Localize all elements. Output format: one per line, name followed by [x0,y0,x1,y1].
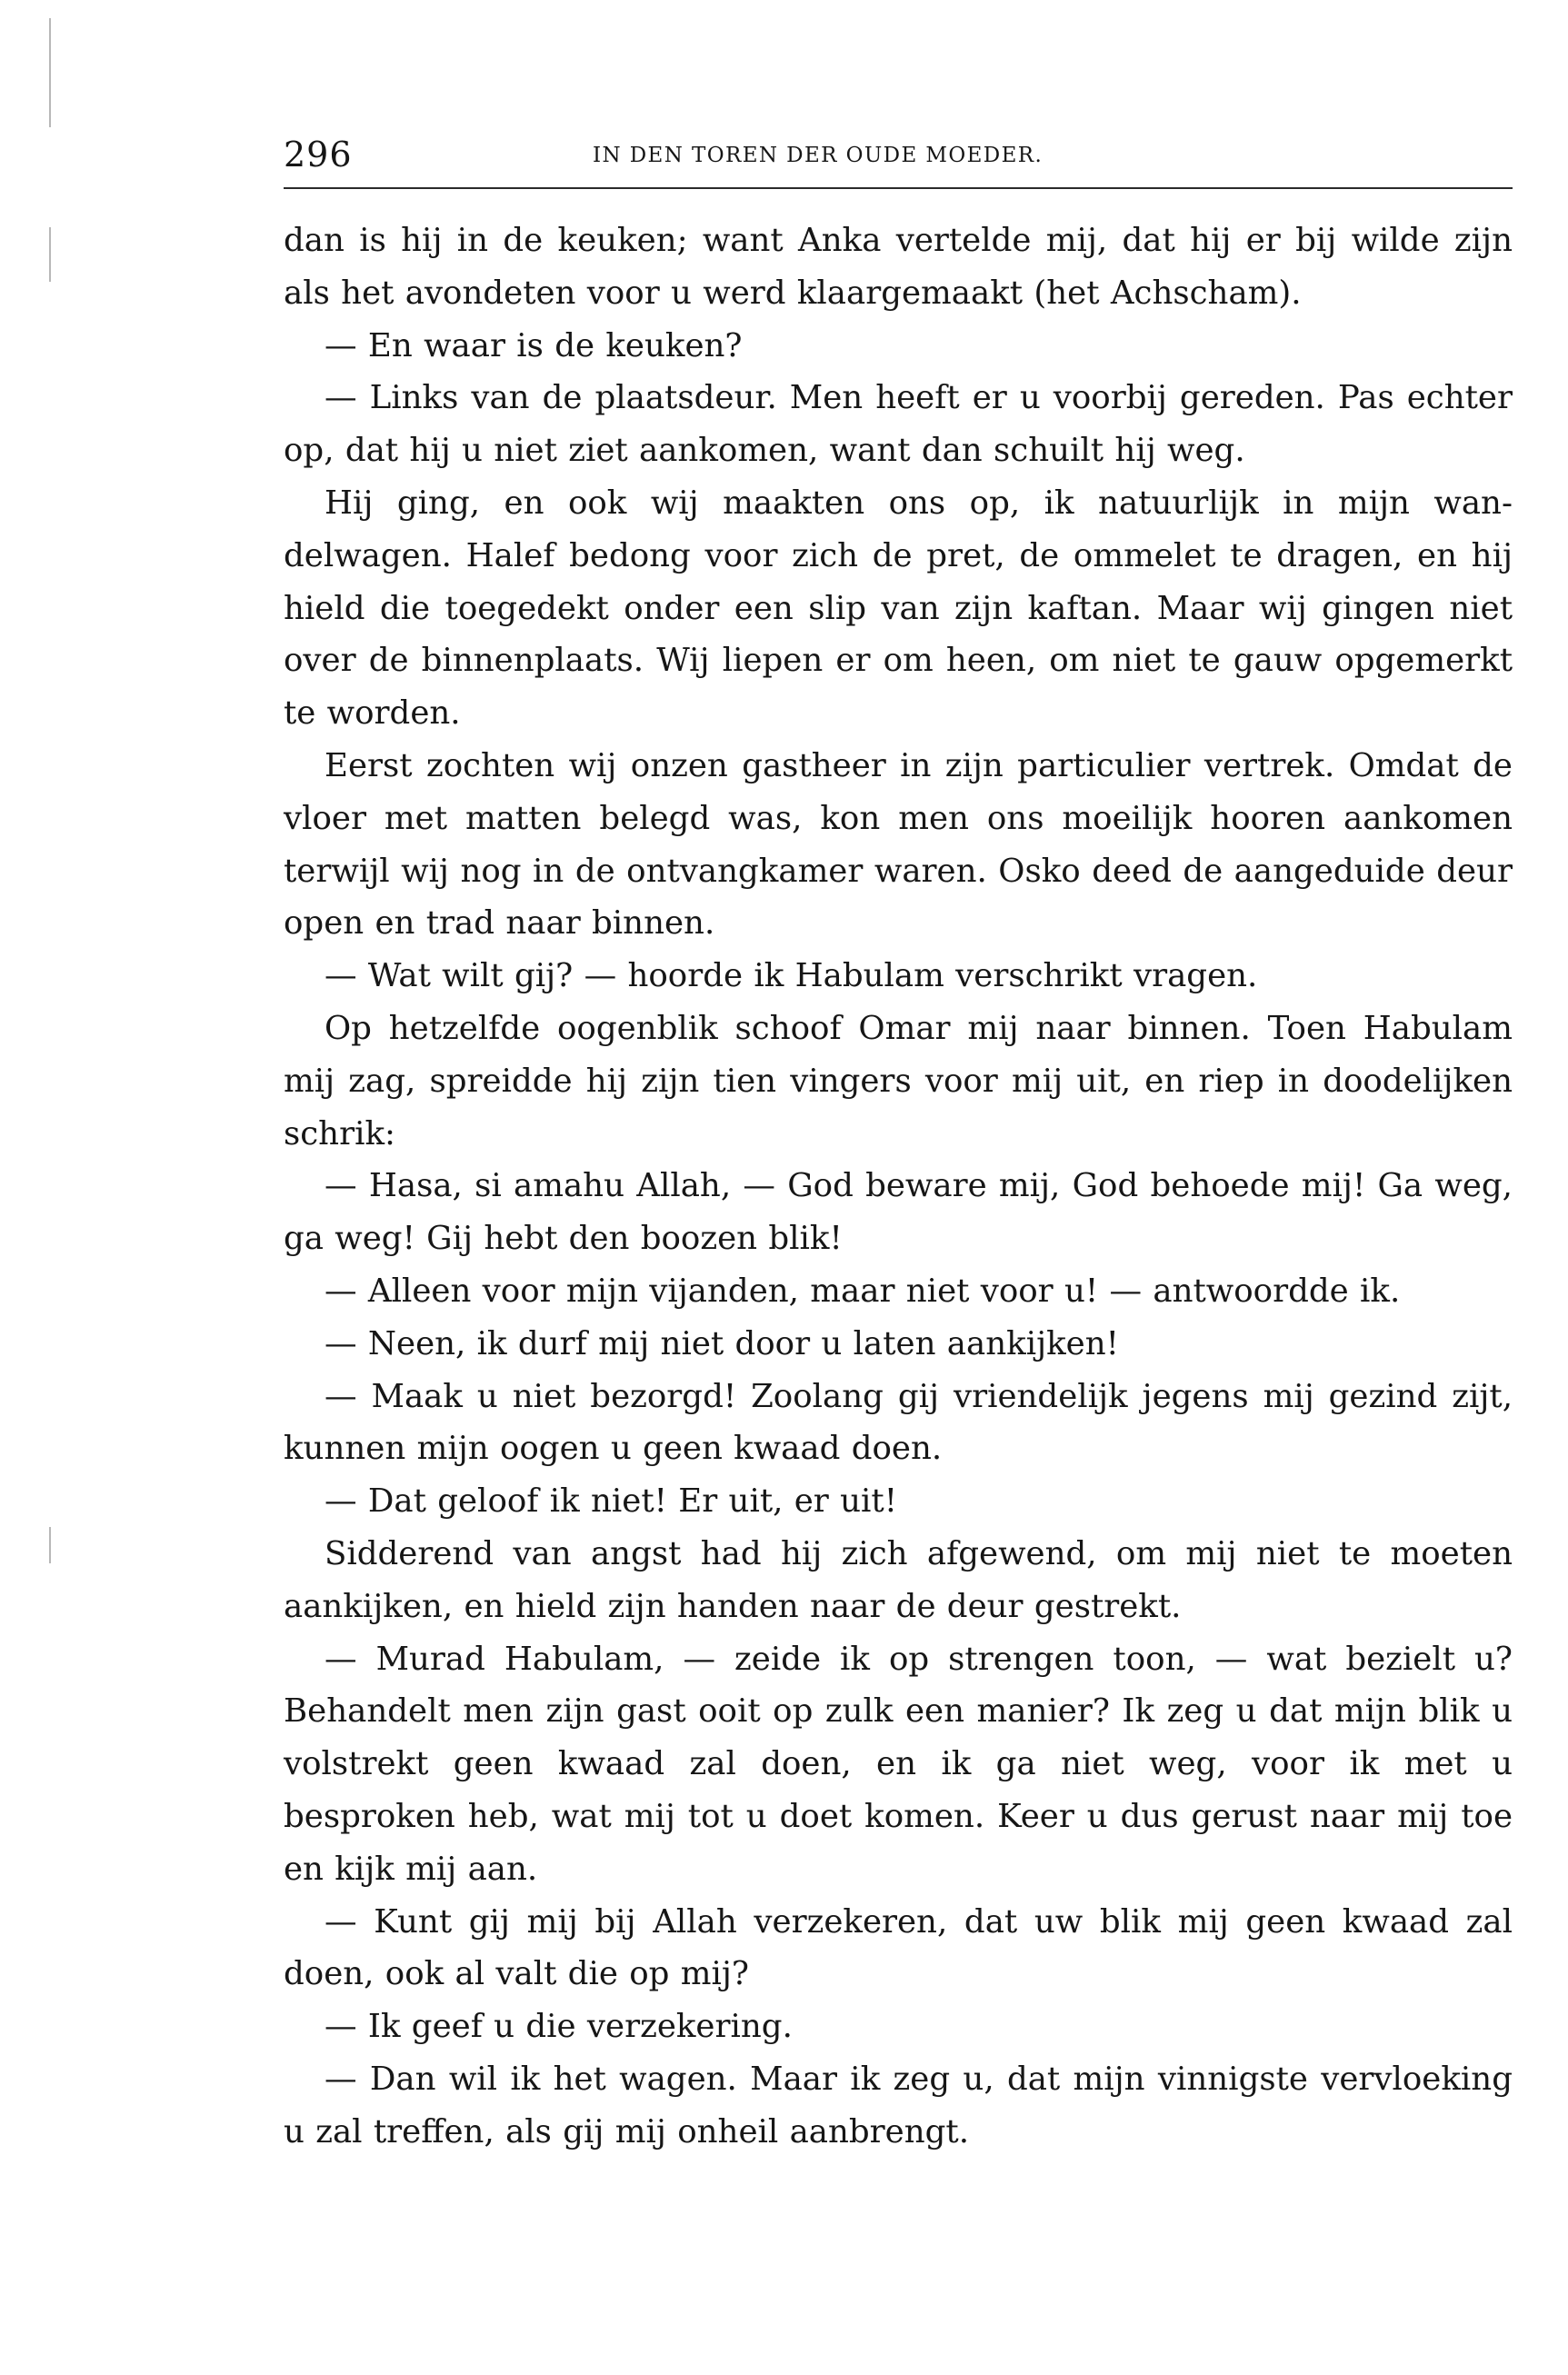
scan-edge-mark [49,227,51,282]
header-rule [284,187,1513,189]
running-title: IN DEN TOREN DER OUDE MOEDER. [593,144,1044,167]
paragraph: — Neen, ik durf mij niet door u laten aankijken! [325,1324,1119,1362]
paragraph: — Kunt gij mij bij Allah verzekeren, dat uw blik mij geen kwaad zal doen, ook al valt die op mij? [284,1902,1513,1993]
paragraph: dan is hij in de keuken; want Anka vertelde mij, dat hij er bij wilde zijn als het avondeten voor u werd klaargemaakt (het Achscham). [284,222,1513,312]
body-text [284,215,1513,2158]
page-number: 296 [284,135,353,175]
paragraph: — Dan wil ik het wagen. Maar ik zeg u, dat mijn vinnigste vervloeking u zal treffen, als gij mij onheil aanbrengt. [284,2060,1513,2150]
paragraph: — Dat geloof ik niet! Er uit, er uit! [325,1482,898,1521]
paragraph: — Maak u niet bezorgd! Zoolang gij vriendelijk jegens mij gezind zijt, kunnen mijn oogen u geen kwaad doen. [284,1377,1513,1468]
paragraph: Op hetzelfde oogenblik schoof Omar mij naar binnen. Toen Habulam mij zag, spreidde hij zijn tien vingers voor mij uit, en riep in doodelijken schrik: [284,1009,1513,1153]
running-head [284,135,1513,176]
scan-edge-mark [49,18,51,127]
paragraph: — Murad Habulam, — zeide ik op strengen toon, — wat bezielt u? Behandelt men zijn gast ooit op zulk een manier? Ik zeg u dat mijn blik u volstrekt geen kwaad zal doen, en ik ga niet weg, voor ik met u besproken heb, wat mij tot u doet komen. Keer u dus gerust naar mij toe en kijk mij aan. [284,1640,1513,1888]
paragraph: Sidderend van angst had hij zich afgewend, om mij niet te moeten aankijken, en hield zijn handen naar de deur gestrekt. [284,1534,1513,1625]
paragraph: — Hasa, si amahu Allah, — God beware mij, God behoede mij! Ga weg, ga weg! Gij hebt den boozen blik! [284,1167,1513,1258]
paragraph: — Wat wilt gij? — hoorde ik Habulam verschrikt vragen. [325,957,1258,995]
paragraph: — Ik geef u die verzekering. [325,2008,793,2046]
paragraph: — Links van de plaatsdeur. Men heeft er u voorbij gereden. Pas echter op, dat hij u niet ziet aankomen, want dan schuilt hij weg. [284,379,1513,470]
paragraph: Eerst zochten wij onzen gastheer in zijn particulier vertrek. Omdat de vloer met matten belegd was, kon men ons moeilijk hooren aankomen terwijl wij nog in de ontvangkamer waren. Osko deed de aangeduide deur open en trad naar binnen. [284,746,1513,943]
paragraph: Hij ging, en ook wij maakten ons op, ik natuurlijk in mijn wandelwagen. Halef bedong voor zich de pret, de ommelet te dragen, en hij hield die toegedekt onder een slip van zijn kaftan. Maar wij gingen niet over de binnenplaats. Wij liepen er om heen, om niet te gauw opgemerkt te worden. [284,484,1513,733]
paragraph: — En waar is de keuken? [325,326,743,364]
paragraph: — Alleen voor mijn vijanden, maar niet voor u! — antwoordde ik. [325,1272,1401,1310]
scan-edge-mark [49,1527,51,1563]
